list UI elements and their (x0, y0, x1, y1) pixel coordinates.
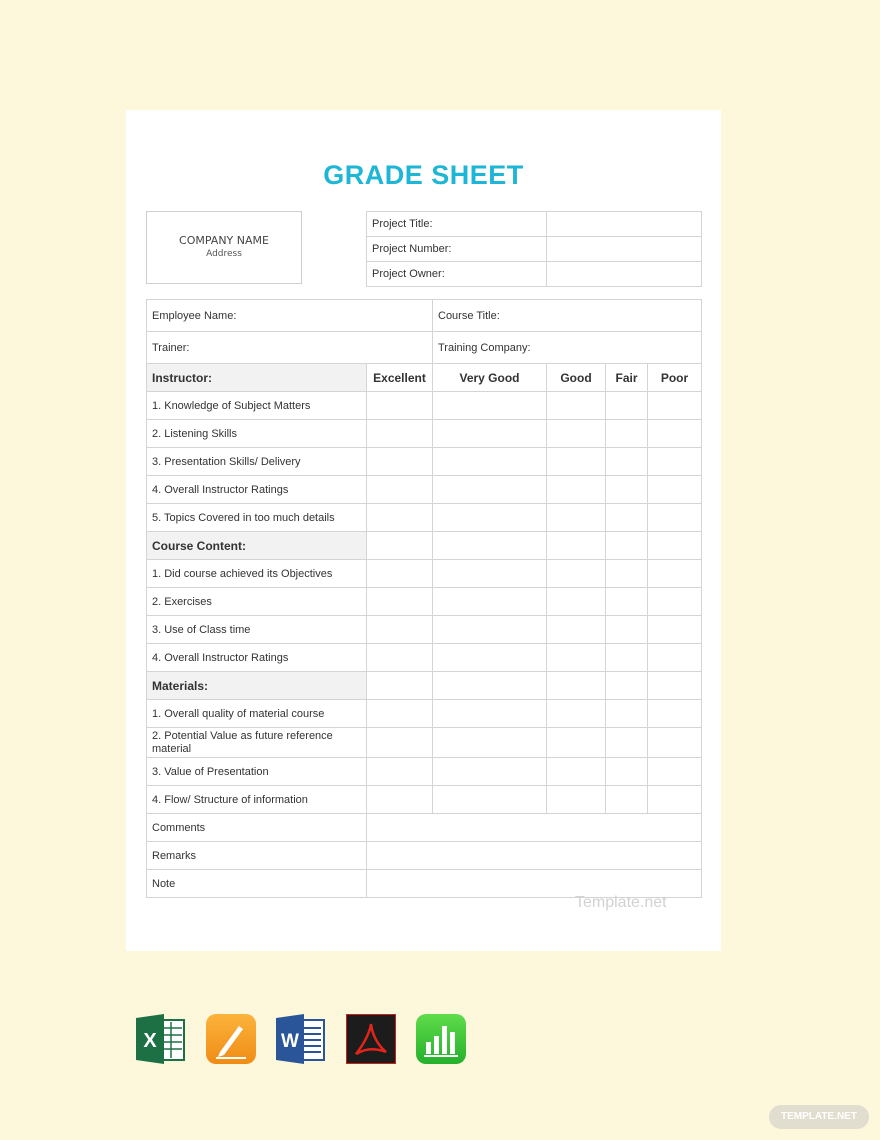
excel-icon[interactable] (136, 1014, 186, 1064)
rating-cell[interactable] (367, 560, 433, 588)
rating-cell[interactable] (547, 786, 606, 814)
table-row (147, 420, 702, 448)
template-net-badge[interactable]: TEMPLATE.NET (769, 1105, 869, 1129)
rating-cell[interactable] (606, 616, 648, 644)
project-title-value[interactable] (547, 212, 702, 237)
column-header: Good (547, 364, 606, 392)
document-sheet (126, 110, 721, 951)
remarks-field[interactable] (367, 842, 702, 870)
rating-cell[interactable] (433, 616, 547, 644)
comments-label: Comments (147, 814, 367, 842)
rating-cell[interactable] (433, 504, 547, 532)
rating-cell[interactable] (547, 588, 606, 616)
rating-cell[interactable] (367, 588, 433, 616)
rating-cell[interactable] (648, 560, 702, 588)
course-title-label: Course Title: (433, 300, 702, 332)
project-owner-value[interactable] (547, 262, 702, 287)
rating-cell[interactable] (547, 728, 606, 758)
section-materials: Materials: (147, 672, 367, 700)
rating-cell[interactable] (367, 786, 433, 814)
word-letter: W (281, 1031, 299, 1052)
rating-cell[interactable] (367, 700, 433, 728)
rating-cell[interactable] (648, 448, 702, 476)
rating-cell[interactable] (648, 786, 702, 814)
project-title-label: Project Title: (367, 212, 547, 237)
criterion-label: 1. Knowledge of Subject Matters (147, 392, 367, 420)
section-row (147, 532, 702, 560)
rating-cell (648, 672, 702, 700)
criterion-label: 1. Did course achieved its Objectives (147, 560, 367, 588)
section-course-content: Course Content: (147, 532, 367, 560)
rating-cell (648, 532, 702, 560)
table-row (147, 476, 702, 504)
rating-cell[interactable] (606, 728, 648, 758)
rating-cell[interactable] (648, 504, 702, 532)
criterion-label: 3. Presentation Skills/ Delivery (147, 448, 367, 476)
criterion-label: 4. Overall Instructor Ratings (147, 476, 367, 504)
rating-cell[interactable] (433, 448, 547, 476)
project-owner-label: Project Owner: (367, 262, 547, 287)
employee-name-label: Employee Name: (147, 300, 433, 332)
note-label: Note (147, 870, 367, 898)
table-row (147, 448, 702, 476)
rating-cell (367, 532, 433, 560)
rating-cell (547, 672, 606, 700)
rating-cell[interactable] (648, 758, 702, 786)
rating-cell[interactable] (433, 728, 547, 758)
section-row (147, 672, 702, 700)
trainer-label: Trainer: (147, 332, 433, 364)
rating-cell (606, 672, 648, 700)
column-header: Very Good (433, 364, 547, 392)
training-company-label: Training Company: (433, 332, 702, 364)
table-row (367, 237, 702, 262)
company-name: COMPANY NAME (179, 234, 269, 247)
rating-cell[interactable] (606, 700, 648, 728)
rating-cell[interactable] (433, 758, 547, 786)
criterion-label: 5. Topics Covered in too much details (147, 504, 367, 532)
rating-cell[interactable] (433, 476, 547, 504)
rating-cell[interactable] (433, 786, 547, 814)
rating-cell (606, 532, 648, 560)
table-row (147, 700, 702, 728)
table-row (147, 758, 702, 786)
table-row (147, 300, 702, 332)
table-row (147, 504, 702, 532)
table-row (147, 644, 702, 672)
rating-cell[interactable] (433, 588, 547, 616)
rating-cell (547, 532, 606, 560)
rating-cell[interactable] (367, 758, 433, 786)
table-row (147, 588, 702, 616)
rating-cell[interactable] (606, 786, 648, 814)
rating-cell[interactable] (367, 728, 433, 758)
rating-cell[interactable] (547, 392, 606, 420)
project-table (366, 211, 702, 287)
table-row (147, 814, 702, 842)
header-row (147, 364, 702, 392)
table-row (147, 392, 702, 420)
rating-cell[interactable] (433, 700, 547, 728)
rating-cell[interactable] (648, 588, 702, 616)
rating-cell[interactable] (547, 420, 606, 448)
column-header: Excellent (367, 364, 433, 392)
rating-cell[interactable] (606, 420, 648, 448)
rating-cell[interactable] (648, 644, 702, 672)
rating-cell[interactable] (606, 392, 648, 420)
rating-cell[interactable] (433, 392, 547, 420)
rating-cell[interactable] (547, 644, 606, 672)
rating-cell[interactable] (367, 476, 433, 504)
rating-cell[interactable] (648, 728, 702, 758)
table-row (147, 616, 702, 644)
rating-cell[interactable] (606, 476, 648, 504)
rating-cell[interactable] (547, 616, 606, 644)
watermark: Template.net (575, 894, 667, 911)
table-row (147, 560, 702, 588)
rating-cell[interactable] (433, 560, 547, 588)
criterion-label: 2. Listening Skills (147, 420, 367, 448)
format-icons (0, 1014, 880, 1066)
rating-cell[interactable] (606, 448, 648, 476)
criterion-label: 1. Overall quality of material course (147, 700, 367, 728)
rating-cell[interactable] (648, 616, 702, 644)
criterion-label: 3. Value of Presentation (147, 758, 367, 786)
criterion-label: 4. Flow/ Structure of information (147, 786, 367, 814)
rating-cell[interactable] (648, 392, 702, 420)
rating-cell (367, 672, 433, 700)
rating-cell[interactable] (367, 644, 433, 672)
rating-cell[interactable] (367, 616, 433, 644)
table-row (367, 212, 702, 237)
table-row (147, 786, 702, 814)
project-number-label: Project Number: (367, 237, 547, 262)
rating-cell[interactable] (547, 476, 606, 504)
rating-cell[interactable] (606, 504, 648, 532)
rating-cell[interactable] (547, 700, 606, 728)
company-box (146, 211, 302, 284)
rating-cell[interactable] (367, 448, 433, 476)
pages-icon[interactable] (206, 1014, 256, 1064)
comments-field[interactable] (367, 814, 702, 842)
table-row (147, 332, 702, 364)
table-row (367, 262, 702, 287)
rating-cell[interactable] (367, 420, 433, 448)
criterion-label: 4. Overall Instructor Ratings (147, 644, 367, 672)
rating-cell[interactable] (648, 420, 702, 448)
rating-cell[interactable] (433, 644, 547, 672)
rating-cell[interactable] (547, 504, 606, 532)
table-row (147, 842, 702, 870)
remarks-label: Remarks (147, 842, 367, 870)
column-header: Fair (606, 364, 648, 392)
criterion-label: 2. Potential Value as future reference material (147, 728, 367, 758)
pdf-icon[interactable] (346, 1014, 396, 1064)
rating-cell (433, 532, 547, 560)
rating-cell[interactable] (648, 700, 702, 728)
table-row (147, 728, 702, 758)
rating-cell[interactable] (547, 448, 606, 476)
rating-cell[interactable] (648, 476, 702, 504)
rating-cell[interactable] (606, 758, 648, 786)
excel-letter: X (143, 1030, 157, 1052)
criterion-label: 2. Exercises (147, 588, 367, 616)
section-instructor: Instructor: (147, 364, 367, 392)
numbers-icon[interactable] (416, 1014, 466, 1064)
rating-cell[interactable] (433, 420, 547, 448)
rating-cell[interactable] (367, 504, 433, 532)
project-number-value[interactable] (547, 237, 702, 262)
rating-cell[interactable] (606, 644, 648, 672)
criterion-label: 3. Use of Class time (147, 616, 367, 644)
page-title: GRADE SHEET (323, 160, 524, 190)
word-icon[interactable] (276, 1014, 326, 1064)
rating-cell[interactable] (547, 758, 606, 786)
company-address: Address (206, 249, 242, 259)
rating-cell[interactable] (547, 560, 606, 588)
rating-cell (433, 672, 547, 700)
rating-cell[interactable] (606, 560, 648, 588)
rating-cell[interactable] (606, 588, 648, 616)
grade-table (146, 299, 702, 898)
column-header: Poor (648, 364, 702, 392)
rating-cell[interactable] (367, 392, 433, 420)
